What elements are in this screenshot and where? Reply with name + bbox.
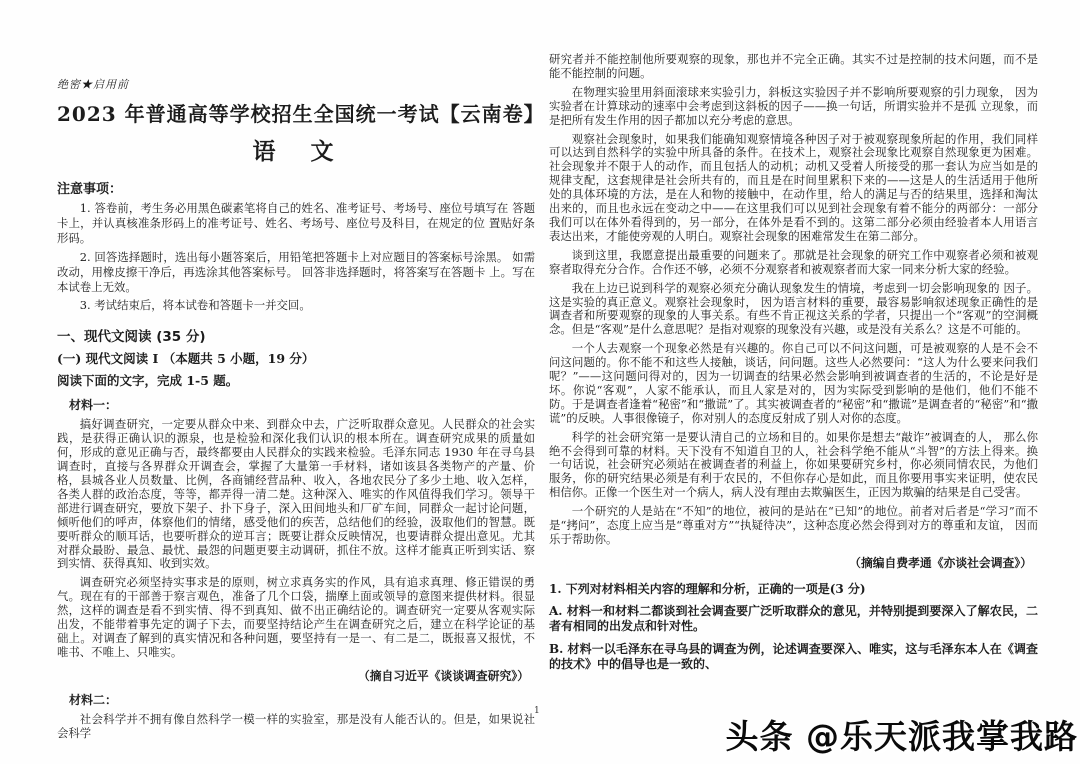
question-1-option-a: A. 材料一和材料二都谈到社会调查要广泛听取群众的意见，并特别提到要深入了解农民，二者有相同的出发点和针对性。 bbox=[549, 603, 1038, 634]
reading-instruction: 阅读下面的文字，完成 1-5 题。 bbox=[57, 373, 239, 389]
material1-attribution: （摘自习近平《谈谈调查研究》） bbox=[357, 668, 529, 683]
secret-label: 绝密★启用前 bbox=[57, 78, 129, 91]
question-1-stem: 1. 下列对材料相关内容的理解和分析，正确的一项是(3 分) bbox=[549, 581, 866, 596]
exam-title: 2023 年普通高等学校招生全国统一考试【云南卷】 bbox=[57, 102, 545, 126]
material1-paragraph-2: 调查研究必须坚持实事求是的原则，树立求真务实的作风，具有追求真理、修正错误的勇气。现在有的干部善于察言观色，准备了几个口袋，揣摩上面或领导的意图来提供材料。很显然，这样的调查是看不到实情、得不到真知、做不出正确结论的。调查研究一定要从客观实际出发，不能带着事先定的调子下去，而要坚持结论产生在调查研究之后，建立在科学论证的基础上。对调查了解到的真实情况和各种问题，要坚持有一是一、有二是二，既报喜又报忧，不唯书、不唯上、只唯实。 bbox=[57, 575, 535, 659]
notice-item-3: 3. 考试结束后，将本试卷和答题卡一并交回。 bbox=[79, 298, 311, 313]
notice-heading: 注意事项： bbox=[57, 182, 123, 197]
material1-label: 材料一： bbox=[69, 398, 118, 413]
material2-paragraph-1-start: 社会科学并不拥有像自然科学一模一样的实验室，那是没有人能否认的。但是，如果说社会科学 bbox=[57, 711, 535, 740]
question-1-option-b: B. 材料一以毛泽东在寻乌县的调查为例，论述调查要深入、唯实，这与毛泽东本人在《调查的技术》中的倡导也是一致的、 bbox=[549, 641, 1038, 672]
notice-item-1: 1. 答卷前，考生务必用黑色碳素笔将自己的姓名、准考证号、考场号、座位号填写在 答题卡上，并认真核准条形码上的准考证号、姓名、考场号、座位号及科目，在规定的位 置贴好条形码。 bbox=[57, 201, 535, 246]
material2-paragraph-1-continued: 研究者并不能控制他所要观察的现象，那也并不完全正确。其实不过是控制的技术问题，而不是能不能控制的问题。 bbox=[549, 52, 1038, 80]
material2-label: 材料二： bbox=[69, 692, 118, 707]
subject-title: 语 文 bbox=[252, 138, 340, 165]
page-number: 1 bbox=[534, 706, 540, 716]
subsection-heading: (一) 现代文阅读 I （本题共 5 小题，19 分） bbox=[57, 351, 315, 367]
material2-paragraph-2: 在物理实验里用斜面滚球来实验引力，斜板这实验因子并不影响所要观察的引力现象， 因为实验者在计算球动的速率中会考虑到这斜板的因子——换一句话，所谓实验并不是孤 立现象，而是把所有发生作用的因子都加以充分考虑的意思。 bbox=[549, 84, 1038, 127]
material2-paragraph-5: 我在上边已说到科学的观察必须充分确认现象发生的情境，考虑到一切会影响现象的 因子。这是实验的真正意义。观察社会现象时， 因为语言材料的重要，最容易影响叙述现象正确性的是调查者和所要观察的现象的人事关系。有些不肯正视这关系的学者，只提出一个“客观”的空洞概念。但是“客观”是什么意思呢？是指对观察的现象没有兴趣，或是没有关系么？这是不可能的。 bbox=[549, 280, 1038, 337]
notice-item-2: 2. 回答选择题时，选出每小题答案后，用铅笔把答题卡上对应题目的答案标号涂黑。 如需改动，用橡皮擦干净后，再选涂其他答案标号。 回答非选择题时，将答案写在答题卡 上。写在本试卷上无效。 bbox=[57, 249, 535, 295]
material2-paragraph-6: 一个人去观察一个现象必然是有兴趣的。你自己可以不问这问题，可是被观察的人是不会不问这问题的。你不能不和这些人接触，谈话，问问题。这些人必然要问：“这人为什么要来问我们呢？”——这问题问得对的，因为一切调查的结果必然会影响到被调查者的生活的，不论是好是坏。你说“客观”，人家不能承认，而且人家是对的，因为实际受到影响的是他们，他们不能不防。于是调查者逢着“秘密”和“撒谎”了。其实被调查者的“秘密”和“撒谎”是调查者的“秘密”和“撒谎”的反映。人事很像镜子，你对别人的态度反射成了别人对你的态度。 bbox=[549, 341, 1038, 425]
material2-paragraph-3: 观察社会现象时，如果我们能确知观察情境各种因子对于被观察现象所起的作用，我们同样可以达到自然科学的实验中所具备的条件。在技术上，观察社会现象比观察自然现象更为困难。社会现象并不限于人的动作，而且包括人的动机；动机又受着人所接受的那一套认为应当如是的规律支配，这套规律是社会所共有的，而且是在时间里累积下来的——这是人的生活适用于他所处的具体环境的方法，是在人和物的接触中，在动作里，给人的满足与否的结果里，选择和淘汰出来的，而且也永远在变动之中——在这里我们可以见到社会现象有着不能分的两部分：一部分我们可以在体外看得到的，另一部分，在体外是看不到的。这第二部分必须由经验者本人用语言表达出来，才能使旁观的人明白。观察社会现象的困难常发生在第二部分。 bbox=[549, 131, 1038, 243]
material1-paragraph-1: 搞好调查研究，一定要从群众中来、到群众中去，广泛听取群众意见。人民群众的社会实践，是获得正确认识的源泉，也是检验和深化我们认识的根本所在。调查研究成果的质量如何，形成的意见正确与否，最终都要由人民群众的实践来检验。毛泽东同志 1930 年在寻乌县调查时，直接与各界群众开调查会，掌握了大量第一手材料，诸如该县各类物产的产量、价格，县城各业人员数量、比例，各商铺经营品种、收入，各地农民分了多少土地、收入怎样，各类人群的政治态度，等等，都弄得一清二楚。这种深入、唯实的作风值得我们学习。领导干部进行调查研究，要放下架子、扑下身子，深入田间地头和厂矿车间，同群众一起讨论问题，倾听他们的呼声，体察他们的情绪，感受他们的疾苦，总结他们的经验，汲取他们的智慧。既要听群众的顺耳话，也要听群众的逆耳言；既要让群众反映情况，也要请群众提出意见。尤其对群众最盼、最急、最忧、最怨的问题更要主动调研，抓住不放。这样才能真正听到实话、察到实情、获得真知、收到实效。 bbox=[57, 417, 535, 571]
material2-paragraph-7: 科学的社会研究第一是要认清自己的立场和目的。如果你是想去“敲诈”被调查的人， 那么你绝不会得到可靠的材料。天下没有不知道自卫的人，社会科学绝不能从“斗智”的方法上得来。换一句话说，社会研究必须站在被调查者的利益上，你如果要研究乡村，你必须同情农民，为他们服务，你的研究结果必须是有利于农民的，不但你存心是如此，而且你要用事实来证明，使农民相信你。正像一个医生对一个病人，病人没有理由去欺骗医生，正因为欺骗的结果是自己受害。 bbox=[549, 429, 1038, 500]
section-heading-modern-reading: 一、现代文阅读 (35 分) bbox=[57, 329, 206, 346]
left-column bbox=[57, 76, 545, 746]
material2-paragraph-8: 一个研究的人是站在“不知”的地位，被问的是站在“已知”的地位。前者对后者是“学习”而不是“拷问”，态度上应当是“尊重对方”“执疑待决”，这种态度必然会得到对方的尊重和友谊， 因而乐于帮助你。 bbox=[549, 504, 1038, 546]
material2-paragraph-4: 谈到这里，我愿意提出最重要的问题来了。那就是社会现象的研究工作中观察者必须和被观察者取得充分合作。合作还不够，必须不分观察者和被观察者而大家一同来分析大家的经验。 bbox=[549, 247, 1038, 276]
material2-attribution: （摘编自费孝通《亦谈社会调查》） bbox=[849, 555, 1032, 570]
watermark-toutiao: 头条 @乐天派我掌我路 bbox=[725, 717, 1078, 756]
right-column bbox=[549, 48, 1038, 680]
